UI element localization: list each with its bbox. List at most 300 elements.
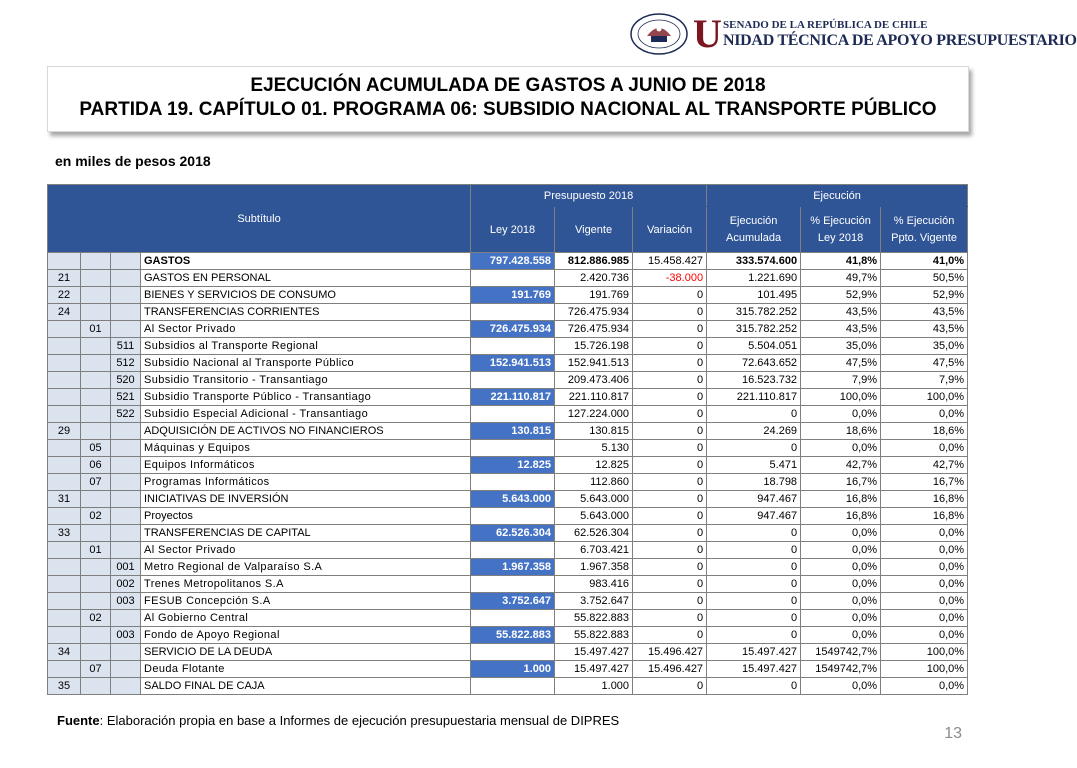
row-code-item bbox=[81, 304, 111, 321]
row-code-item bbox=[81, 593, 111, 610]
row-pct-vigente: 42,7% bbox=[881, 457, 968, 474]
row-vigente: 55.822.883 bbox=[555, 627, 633, 644]
header-variacion: Variación bbox=[633, 207, 707, 253]
row-vigente: 726.475.934 bbox=[555, 321, 633, 338]
row-pct-ley: 16,7% bbox=[801, 474, 881, 491]
row-code-subtitulo: 35 bbox=[48, 678, 81, 695]
row-code-asignacion: 522 bbox=[111, 406, 141, 423]
row-ley: 191.769 bbox=[471, 287, 555, 304]
row-pct-vigente: 0,0% bbox=[881, 678, 968, 695]
row-code-item bbox=[81, 423, 111, 440]
row-vigente: 15.497.427 bbox=[555, 661, 633, 678]
table-row bbox=[48, 610, 968, 627]
row-code-subtitulo bbox=[48, 253, 81, 270]
row-ejecucion: 315.782.252 bbox=[707, 321, 801, 338]
row-name: Programas Informáticos bbox=[141, 474, 471, 491]
row-pct-ley: 35,0% bbox=[801, 338, 881, 355]
row-variacion: 0 bbox=[633, 304, 707, 321]
row-vigente: 112.860 bbox=[555, 474, 633, 491]
table-row bbox=[48, 406, 968, 423]
row-code-subtitulo bbox=[48, 321, 81, 338]
row-code-subtitulo bbox=[48, 338, 81, 355]
row-ley: 5.130 bbox=[471, 440, 555, 457]
row-code-subtitulo: 34 bbox=[48, 644, 81, 661]
header-ejec-acum-line1: Ejecución bbox=[729, 214, 778, 227]
row-code-asignacion bbox=[111, 270, 141, 287]
row-code-subtitulo bbox=[48, 508, 81, 525]
row-name: TRANSFERENCIAS DE CAPITAL bbox=[141, 525, 471, 542]
row-pct-ley: 1549742,7% bbox=[801, 661, 881, 678]
row-pct-ley: 0,0% bbox=[801, 627, 881, 644]
row-code-asignacion: 521 bbox=[111, 389, 141, 406]
row-pct-ley: 0,0% bbox=[801, 406, 881, 423]
row-ley: 130.815 bbox=[471, 423, 555, 440]
row-pct-ley: 42,7% bbox=[801, 457, 881, 474]
row-code-asignacion bbox=[111, 474, 141, 491]
row-code-item: 02 bbox=[81, 610, 111, 627]
brand-bottom-text: NIDAD TÉCNICA DE APOYO PRESUPUESTARIO bbox=[723, 32, 1077, 49]
row-ejecucion: 0 bbox=[707, 542, 801, 559]
row-code-asignacion: 511 bbox=[111, 338, 141, 355]
row-ley: 797.428.558 bbox=[471, 253, 555, 270]
row-pct-vigente: 16,8% bbox=[881, 491, 968, 508]
row-ley: 1.000 bbox=[471, 644, 555, 661]
row-ley: 209.473.406 bbox=[471, 372, 555, 389]
row-pct-ley: 16,8% bbox=[801, 508, 881, 525]
row-pct-ley: 43,5% bbox=[801, 304, 881, 321]
row-name: INICIATIVAS DE INVERSIÓN bbox=[141, 491, 471, 508]
row-pct-ley: 1549742,7% bbox=[801, 644, 881, 661]
row-variacion: 0 bbox=[633, 338, 707, 355]
row-ejecucion: 0 bbox=[707, 406, 801, 423]
row-variacion: 15.458.427 bbox=[633, 253, 707, 270]
row-code-item bbox=[81, 644, 111, 661]
row-code-item bbox=[81, 559, 111, 576]
row-ejecucion: 0 bbox=[707, 678, 801, 695]
row-pct-vigente: 43,5% bbox=[881, 321, 968, 338]
row-variacion: 0 bbox=[633, 355, 707, 372]
row-code-asignacion bbox=[111, 253, 141, 270]
row-ley: 55.822.883 bbox=[471, 610, 555, 627]
row-pct-ley: 0,0% bbox=[801, 576, 881, 593]
table-row bbox=[48, 542, 968, 559]
row-code-asignacion bbox=[111, 321, 141, 338]
row-pct-ley: 18,6% bbox=[801, 423, 881, 440]
row-ejecucion: 0 bbox=[707, 559, 801, 576]
row-code-asignacion bbox=[111, 508, 141, 525]
row-code-subtitulo: 21 bbox=[48, 270, 81, 287]
header-ejecucion-acumulada bbox=[707, 207, 801, 253]
table-row bbox=[48, 355, 968, 372]
page-subtitle: PARTIDA 19. CAPÍTULO 01. PROGRAMA 06: SUBSIDIO NACIONAL AL TRANSPORTE PÚBLICO bbox=[79, 99, 937, 120]
row-ejecucion: 0 bbox=[707, 627, 801, 644]
row-ejecucion: 24.269 bbox=[707, 423, 801, 440]
row-ejecucion: 947.467 bbox=[707, 508, 801, 525]
row-code-asignacion bbox=[111, 644, 141, 661]
row-pct-vigente: 0,0% bbox=[881, 593, 968, 610]
header-pct-ley bbox=[801, 207, 881, 253]
row-code-item bbox=[81, 355, 111, 372]
row-code-asignacion: 001 bbox=[111, 559, 141, 576]
row-code-item bbox=[81, 491, 111, 508]
row-code-subtitulo bbox=[48, 474, 81, 491]
row-pct-vigente: 52,9% bbox=[881, 287, 968, 304]
row-name: Subsidio Transporte Público - Transantiago bbox=[141, 389, 471, 406]
table-row bbox=[48, 508, 968, 525]
row-code-subtitulo bbox=[48, 559, 81, 576]
row-ejecucion: 0 bbox=[707, 525, 801, 542]
table-row bbox=[48, 321, 968, 338]
row-code-subtitulo bbox=[48, 593, 81, 610]
row-code-subtitulo: 22 bbox=[48, 287, 81, 304]
senado-seal-icon bbox=[629, 12, 689, 56]
row-ejecucion: 5.504.051 bbox=[707, 338, 801, 355]
row-pct-vigente: 35,0% bbox=[881, 338, 968, 355]
row-code-item bbox=[81, 372, 111, 389]
header-pct-ley-line1: % Ejecución bbox=[810, 214, 871, 227]
row-vigente: 15.497.427 bbox=[555, 644, 633, 661]
row-code-asignacion: 002 bbox=[111, 576, 141, 593]
row-code-subtitulo bbox=[48, 406, 81, 423]
row-ley: 127.224.000 bbox=[471, 406, 555, 423]
row-ejecucion: 72.643.652 bbox=[707, 355, 801, 372]
row-variacion: 0 bbox=[633, 576, 707, 593]
row-pct-vigente: 100,0% bbox=[881, 661, 968, 678]
row-ejecucion: 0 bbox=[707, 440, 801, 457]
row-ley: 3.752.647 bbox=[471, 593, 555, 610]
row-vigente: 3.752.647 bbox=[555, 593, 633, 610]
table-row bbox=[48, 576, 968, 593]
source-note bbox=[57, 713, 619, 728]
row-ejecucion: 0 bbox=[707, 593, 801, 610]
row-code-asignacion bbox=[111, 542, 141, 559]
header-pct-vig-line2: Ppto. Vigente bbox=[891, 231, 957, 244]
row-code-subtitulo bbox=[48, 661, 81, 678]
row-code-asignacion: 512 bbox=[111, 355, 141, 372]
row-pct-vigente: 16,8% bbox=[881, 508, 968, 525]
row-code-item bbox=[81, 406, 111, 423]
table-row bbox=[48, 644, 968, 661]
budget-table bbox=[47, 184, 968, 695]
row-name: Trenes Metropolitanos S.A bbox=[141, 576, 471, 593]
row-variacion: 15.496.427 bbox=[633, 661, 707, 678]
row-ley: 5.643.000 bbox=[471, 491, 555, 508]
row-variacion: 0 bbox=[633, 678, 707, 695]
row-vigente: 15.726.198 bbox=[555, 338, 633, 355]
row-ejecucion: 18.798 bbox=[707, 474, 801, 491]
row-ley: 15.726.198 bbox=[471, 338, 555, 355]
header-pct-vig-line1: % Ejecución bbox=[893, 214, 955, 227]
row-pct-ley: 0,0% bbox=[801, 525, 881, 542]
brand-logo bbox=[693, 11, 1077, 56]
row-vigente: 209.473.406 bbox=[555, 372, 633, 389]
row-pct-vigente: 0,0% bbox=[881, 440, 968, 457]
row-vigente: 812.886.985 bbox=[555, 253, 633, 270]
row-code-subtitulo bbox=[48, 576, 81, 593]
row-code-subtitulo bbox=[48, 372, 81, 389]
row-pct-ley: 0,0% bbox=[801, 678, 881, 695]
table-row bbox=[48, 372, 968, 389]
table-row bbox=[48, 593, 968, 610]
row-code-subtitulo: 33 bbox=[48, 525, 81, 542]
row-ejecucion: 5.471 bbox=[707, 457, 801, 474]
header-vigente: Vigente bbox=[555, 207, 633, 253]
row-code-asignacion bbox=[111, 678, 141, 695]
row-pct-ley: 49,7% bbox=[801, 270, 881, 287]
row-pct-ley: 100,0% bbox=[801, 389, 881, 406]
row-vigente: 130.815 bbox=[555, 423, 633, 440]
table-row bbox=[48, 338, 968, 355]
row-ejecucion: 15.497.427 bbox=[707, 644, 801, 661]
row-ejecucion: 333.574.600 bbox=[707, 253, 801, 270]
row-code-item bbox=[81, 253, 111, 270]
row-name: ADQUISICIÓN DE ACTIVOS NO FINANCIEROS bbox=[141, 423, 471, 440]
row-pct-ley: 47,5% bbox=[801, 355, 881, 372]
header-ley: Ley 2018 bbox=[471, 207, 555, 253]
row-code-item bbox=[81, 287, 111, 304]
row-pct-vigente: 50,5% bbox=[881, 270, 968, 287]
row-variacion: 0 bbox=[633, 372, 707, 389]
row-pct-vigente: 43,5% bbox=[881, 304, 968, 321]
row-pct-vigente: 18,6% bbox=[881, 423, 968, 440]
row-ley: 152.941.513 bbox=[471, 355, 555, 372]
table-row bbox=[48, 457, 968, 474]
header-subtitulo: Subtítulo bbox=[48, 185, 471, 253]
row-name: Al Sector Privado bbox=[141, 321, 471, 338]
row-ejecucion: 16.523.732 bbox=[707, 372, 801, 389]
row-pct-vigente: 16,7% bbox=[881, 474, 968, 491]
row-code-item: 02 bbox=[81, 508, 111, 525]
row-pct-ley: 0,0% bbox=[801, 593, 881, 610]
row-name: Subsidio Transitorio - Transantiago bbox=[141, 372, 471, 389]
row-vigente: 1.967.358 bbox=[555, 559, 633, 576]
row-pct-vigente: 0,0% bbox=[881, 542, 968, 559]
row-vigente: 221.110.817 bbox=[555, 389, 633, 406]
budget-table-body bbox=[48, 253, 968, 695]
row-vigente: 152.941.513 bbox=[555, 355, 633, 372]
row-name: Subsidio Especial Adicional - Transantiago bbox=[141, 406, 471, 423]
row-name: GASTOS EN PERSONAL bbox=[141, 270, 471, 287]
row-ley: 6.703.421 bbox=[471, 542, 555, 559]
table-row bbox=[48, 389, 968, 406]
row-code-subtitulo: 24 bbox=[48, 304, 81, 321]
row-vigente: 2.420.736 bbox=[555, 270, 633, 287]
page-number: 13 bbox=[944, 725, 962, 742]
row-code-subtitulo bbox=[48, 457, 81, 474]
row-code-asignacion bbox=[111, 423, 141, 440]
table-row bbox=[48, 423, 968, 440]
row-code-item bbox=[81, 576, 111, 593]
row-pct-vigente: 47,5% bbox=[881, 355, 968, 372]
row-variacion: 0 bbox=[633, 389, 707, 406]
row-name: SALDO FINAL DE CAJA bbox=[141, 678, 471, 695]
table-row bbox=[48, 525, 968, 542]
row-pct-ley: 0,0% bbox=[801, 542, 881, 559]
row-code-subtitulo bbox=[48, 355, 81, 372]
row-vigente: 726.475.934 bbox=[555, 304, 633, 321]
row-variacion: 0 bbox=[633, 440, 707, 457]
row-pct-vigente: 0,0% bbox=[881, 627, 968, 644]
row-ley: 983.416 bbox=[471, 576, 555, 593]
row-code-item: 07 bbox=[81, 661, 111, 678]
row-code-asignacion bbox=[111, 661, 141, 678]
row-name: BIENES Y SERVICIOS DE CONSUMO bbox=[141, 287, 471, 304]
row-ley: 12.825 bbox=[471, 457, 555, 474]
row-code-subtitulo bbox=[48, 627, 81, 644]
row-code-item: 01 bbox=[81, 542, 111, 559]
row-name: Al Gobierno Central bbox=[141, 610, 471, 627]
row-pct-ley: 7,9% bbox=[801, 372, 881, 389]
row-variacion: -38.000 bbox=[633, 270, 707, 287]
row-name: Equipos Informáticos bbox=[141, 457, 471, 474]
row-name: GASTOS bbox=[141, 253, 471, 270]
row-pct-ley: 0,0% bbox=[801, 610, 881, 627]
row-code-asignacion bbox=[111, 457, 141, 474]
row-pct-ley: 0,0% bbox=[801, 440, 881, 457]
row-ejecucion: 101.495 bbox=[707, 287, 801, 304]
header-ejec-acum-line2: Acumulada bbox=[726, 231, 782, 244]
row-variacion: 0 bbox=[633, 321, 707, 338]
row-ley: 2.458.736 bbox=[471, 270, 555, 287]
row-code-asignacion: 003 bbox=[111, 627, 141, 644]
row-code-item: 05 bbox=[81, 440, 111, 457]
row-pct-ley: 16,8% bbox=[801, 491, 881, 508]
header-ejecucion: Ejecución bbox=[707, 185, 968, 207]
row-code-asignacion bbox=[111, 610, 141, 627]
row-pct-vigente: 100,0% bbox=[881, 389, 968, 406]
row-code-item bbox=[81, 338, 111, 355]
row-ejecucion: 221.110.817 bbox=[707, 389, 801, 406]
row-pct-vigente: 0,0% bbox=[881, 576, 968, 593]
row-ley: 112.860 bbox=[471, 474, 555, 491]
row-code-item: 07 bbox=[81, 474, 111, 491]
row-name: Fondo de Apoyo Regional bbox=[141, 627, 471, 644]
row-pct-vigente: 0,0% bbox=[881, 559, 968, 576]
row-code-item: 01 bbox=[81, 321, 111, 338]
row-ley: 1.000 bbox=[471, 661, 555, 678]
row-code-asignacion bbox=[111, 287, 141, 304]
row-vigente: 55.822.883 bbox=[555, 610, 633, 627]
row-vigente: 5.643.000 bbox=[555, 491, 633, 508]
table-row bbox=[48, 253, 968, 270]
row-vigente: 191.769 bbox=[555, 287, 633, 304]
row-variacion: 0 bbox=[633, 406, 707, 423]
row-ejecucion: 0 bbox=[707, 576, 801, 593]
row-code-subtitulo bbox=[48, 389, 81, 406]
budget-table-wrap bbox=[47, 184, 967, 695]
row-code-asignacion bbox=[111, 491, 141, 508]
row-code-asignacion bbox=[111, 440, 141, 457]
row-vigente: 5.643.000 bbox=[555, 508, 633, 525]
row-pct-vigente: 41,0% bbox=[881, 253, 968, 270]
source-text: : Elaboración propia en base a Informes de ejecución presupuestaria mensual de DIPRES bbox=[99, 713, 620, 728]
row-code-asignacion bbox=[111, 525, 141, 542]
row-ley: 726.475.934 bbox=[471, 304, 555, 321]
row-pct-ley: 52,9% bbox=[801, 287, 881, 304]
row-pct-ley: 43,5% bbox=[801, 321, 881, 338]
table-row bbox=[48, 440, 968, 457]
row-vigente: 983.416 bbox=[555, 576, 633, 593]
row-ley: 726.475.934 bbox=[471, 321, 555, 338]
table-row bbox=[48, 304, 968, 321]
row-code-item: 06 bbox=[81, 457, 111, 474]
row-vigente: 1.000 bbox=[555, 678, 633, 695]
header-presupuesto: Presupuesto 2018 bbox=[471, 185, 707, 207]
table-row bbox=[48, 661, 968, 678]
row-variacion: 15.496.427 bbox=[633, 644, 707, 661]
row-vigente: 12.825 bbox=[555, 457, 633, 474]
row-ejecucion: 947.467 bbox=[707, 491, 801, 508]
brand-top-text: SENADO DE LA REPÚBLICA DE CHILE bbox=[723, 19, 928, 31]
page-title: EJECUCIÓN ACUMULADA DE GASTOS A JUNIO DE 2018 bbox=[250, 75, 766, 96]
row-name: SERVICIO DE LA DEUDA bbox=[141, 644, 471, 661]
table-row bbox=[48, 270, 968, 287]
row-code-subtitulo bbox=[48, 440, 81, 457]
row-name: Subsidios al Transporte Regional bbox=[141, 338, 471, 355]
row-vigente: 5.130 bbox=[555, 440, 633, 457]
row-name: Metro Regional de Valparaíso S.A bbox=[141, 559, 471, 576]
row-ley: 5.643.000 bbox=[471, 508, 555, 525]
row-pct-vigente: 7,9% bbox=[881, 372, 968, 389]
row-pct-vigente: 100,0% bbox=[881, 644, 968, 661]
row-pct-ley: 41,8% bbox=[801, 253, 881, 270]
table-row bbox=[48, 678, 968, 695]
header-pct-vigente bbox=[881, 207, 968, 253]
row-code-subtitulo: 31 bbox=[48, 491, 81, 508]
row-code-item bbox=[81, 678, 111, 695]
row-ley: 55.822.883 bbox=[471, 627, 555, 644]
row-name: Máquinas y Equipos bbox=[141, 440, 471, 457]
row-ejecucion: 15.497.427 bbox=[707, 661, 801, 678]
table-row bbox=[48, 491, 968, 508]
row-variacion: 0 bbox=[633, 542, 707, 559]
row-name: FESUB Concepción S.A bbox=[141, 593, 471, 610]
row-variacion: 0 bbox=[633, 627, 707, 644]
row-variacion: 0 bbox=[633, 610, 707, 627]
row-name: Subsidio Nacional al Transporte Público bbox=[141, 355, 471, 372]
row-code-item bbox=[81, 270, 111, 287]
row-code-item bbox=[81, 389, 111, 406]
row-pct-ley: 0,0% bbox=[801, 559, 881, 576]
row-ley: 221.110.817 bbox=[471, 389, 555, 406]
row-variacion: 0 bbox=[633, 474, 707, 491]
row-vigente: 127.224.000 bbox=[555, 406, 633, 423]
table-row bbox=[48, 474, 968, 491]
source-label: Fuente bbox=[57, 713, 100, 728]
row-ley: 1.000 bbox=[471, 678, 555, 695]
row-pct-vigente: 0,0% bbox=[881, 610, 968, 627]
row-code-subtitulo bbox=[48, 542, 81, 559]
row-variacion: 0 bbox=[633, 559, 707, 576]
row-vigente: 62.526.304 bbox=[555, 525, 633, 542]
row-name: TRANSFERENCIAS CORRIENTES bbox=[141, 304, 471, 321]
row-variacion: 0 bbox=[633, 457, 707, 474]
row-code-asignacion bbox=[111, 304, 141, 321]
row-name: Al Sector Privado bbox=[141, 542, 471, 559]
row-variacion: 0 bbox=[633, 491, 707, 508]
row-name: Deuda Flotante bbox=[141, 661, 471, 678]
table-row bbox=[48, 559, 968, 576]
row-variacion: 0 bbox=[633, 287, 707, 304]
row-variacion: 0 bbox=[633, 593, 707, 610]
row-code-item bbox=[81, 525, 111, 542]
row-variacion: 0 bbox=[633, 525, 707, 542]
row-name: Proyectos bbox=[141, 508, 471, 525]
brand-letter: U bbox=[693, 11, 722, 56]
table-row bbox=[48, 287, 968, 304]
row-variacion: 0 bbox=[633, 508, 707, 525]
row-code-asignacion: 003 bbox=[111, 593, 141, 610]
